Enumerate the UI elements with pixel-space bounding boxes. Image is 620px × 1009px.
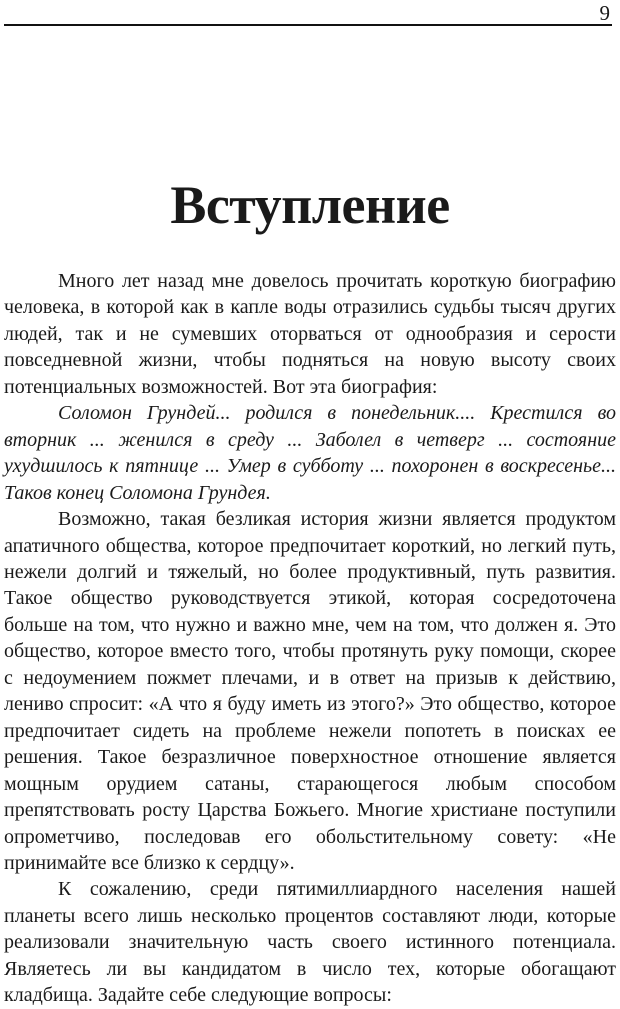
header-rule (4, 24, 612, 26)
questions-paragraph: К сожалению, среди пятимиллиардного населения нашей планеты всего лишь несколько процентов составляют люди, которые реализовали значительную часть своего истинного потенциала. Являетесь ли вы кандидатом в число тех, которые обогащают кладбища. Задайте себе следующие вопросы: (4, 878, 616, 1007)
body-text (4, 268, 616, 1009)
intro-paragraph: Много лет назад мне довелось прочитать короткую биографию человека, в которой как в капле воды отразились судьбы тысяч других людей, так и не сумевших оторваться от однообразия и серости повседневной жизни, чтобы подняться на новую высоту своих потенциальных возможностей. Вот эта биография: (4, 270, 616, 398)
chapter-title: Вступление (170, 175, 450, 235)
quote-paragraph: Соломон Грундей... родился в понедельник.... Крестился во вторник ... женился в среду ... Заболел в четверг ... состояние ухудшилось к пятнице ... Умер в субботу ... похоронен в воскресенье... Таков конец Соломона Грундея. (4, 402, 616, 504)
society-paragraph: Возможно, такая безликая история жизни является продуктом апатичного общества, которое предпочитает короткий, но легкий путь, нежели долгий и тяжелый, но более продуктивный, путь развития. Такое общество руководствуется этикой, которая сосредоточена больше на том, что нужно и важно мне, чем на том, что должен я. Это общество, которое вместо того, чтобы протянуть руку помощи, скорее с недоумением пожмет плечами, и в ответ на призыв к действию, лениво спросит: «А что я буду иметь из этого?» Это общество, которое предпочитает сидеть на проблеме нежели попотеть в поисках ее решения. Такое безразличное поверхностное отношение является мощным орудием сатаны, старающегося любым способом препятствовать росту Царства Божьего. Многие христиане поступили опрометчиво, последовав его обольстительному совету: «Не принимайте все близко к сердцу». (4, 508, 616, 874)
page-number: 9 (599, 1, 610, 25)
